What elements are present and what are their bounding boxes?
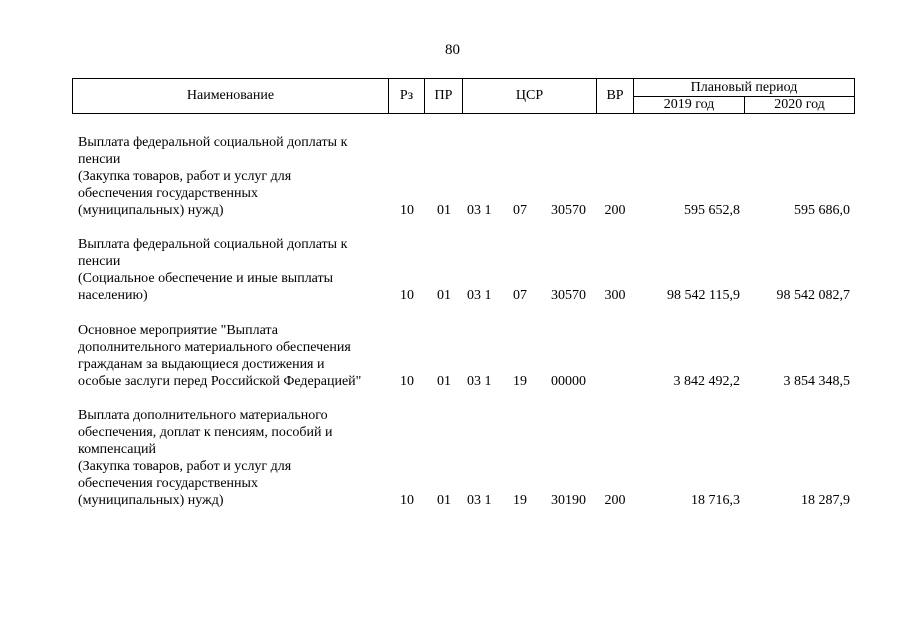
row-pr: 01 [437,374,451,389]
row-csr-direction: 30570 [551,288,586,303]
row-csr-program: 03 1 [467,288,492,303]
row-value-2019: 595 652,8 [684,203,740,218]
row-name: Выплата федеральной социальной доплаты к пенсии (Социальное обеспечение и иные выплаты населению) [78,237,348,303]
header-year-2019: 2019 год [633,96,745,114]
row-value-2019: 98 542 115,9 [667,288,740,303]
row-csr-direction: 30190 [551,493,586,508]
row-vr: 200 [604,493,626,508]
row-value-2019: 3 842 492,2 [673,374,740,389]
row-vr: 300 [604,288,626,303]
header-planning-period: Плановый период [633,78,855,97]
row-pr: 01 [437,288,451,303]
row-csr-program: 03 1 [467,203,492,218]
page-number: 80 [445,42,460,58]
header-name: Наименование [72,78,389,114]
header-year-2020: 2020 год [744,96,855,114]
row-value-2020: 18 287,9 [801,493,850,508]
row-pr: 01 [437,493,451,508]
row-csr-subprogram: 07 [513,288,527,303]
row-value-2020: 3 854 348,5 [783,374,850,389]
header-vr: ВР [596,78,634,114]
row-csr-direction: 30570 [551,203,586,218]
row-rz: 10 [400,493,414,508]
row-pr: 01 [437,203,451,218]
row-value-2020: 595 686,0 [794,203,850,218]
row-name: Основное мероприятие "Выплата дополнительного материального обеспечения гражданам за выдающиеся достижения и особые заслуги перед Российской Федерацией" [78,323,362,389]
row-name: Выплата дополнительного материального обеспечения, доплат к пенсиям, пособий и компенсаций (Закупка товаров, работ и услуг для обеспечения государственных (муниципальных) нужд) [78,408,333,508]
row-name: Выплата федеральной социальной доплаты к пенсии (Закупка товаров, работ и услуг для обеспечения государственных (муниципальных) нужд) [78,135,348,218]
row-rz: 10 [400,203,414,218]
row-value-2020: 98 542 082,7 [776,288,850,303]
header-pr: ПР [424,78,463,114]
row-vr: 200 [604,203,626,218]
row-rz: 10 [400,288,414,303]
row-csr-subprogram: 07 [513,203,527,218]
header-csr: ЦСР [462,78,597,114]
header-rz: Рз [388,78,425,114]
row-csr-program: 03 1 [467,493,492,508]
row-csr-subprogram: 19 [513,493,527,508]
row-csr-subprogram: 19 [513,374,527,389]
row-csr-direction: 00000 [551,374,586,389]
row-csr-program: 03 1 [467,374,492,389]
row-rz: 10 [400,374,414,389]
row-value-2019: 18 716,3 [691,493,740,508]
